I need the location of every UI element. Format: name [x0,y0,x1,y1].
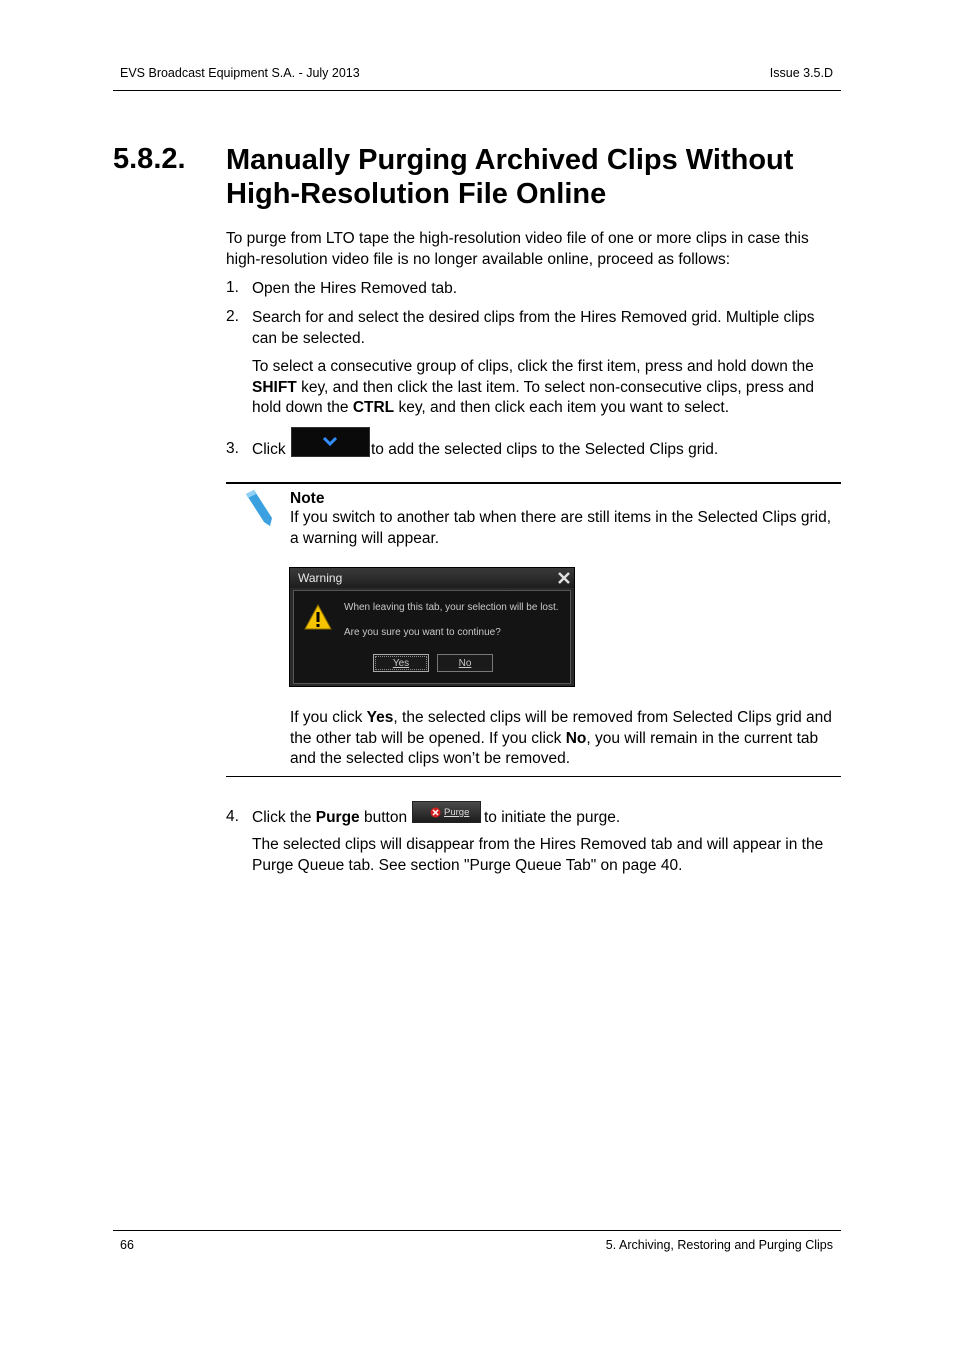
dialog-message: When leaving this tab, your selection will be lost. [344,602,559,613]
step-4-number: 4. [226,808,239,825]
note-heading: Note [290,490,325,507]
section-title: Manually Purging Archived Clips Without High-Resolution File Online [226,144,794,210]
step-3-text: to add the selected clips to the Selected Clips grid. [371,441,719,458]
header-rule [113,90,841,91]
step-1-text: Open the Hires Removed tab. [252,280,458,297]
yes-button[interactable]: Yes [373,654,429,672]
chevron-down-icon [292,428,369,456]
step-4-result: The selected clips will disappear from the Hires Removed tab and will appear in the Purge Queue tab. See section "Purge Queue Tab" on page 40. [252,836,824,874]
step-3-click-label: Click [252,441,286,458]
dialog-body [293,590,571,684]
footer-rule [113,1230,841,1231]
step-2-text: Search for and select the desired clips from the Hires Removed grid. Multiple clips can be selected. [252,309,815,347]
purge-x-icon [430,807,441,818]
dialog-title: Warning [290,568,574,588]
step-2-number: 2. [226,308,239,325]
purge-button[interactable] [412,801,481,823]
warning-dialog [289,567,575,687]
step-2-detail: To select a consecutive group of clips, click the first item, press and hold down the SHIFT key, and then click the last item. To select non-consecutive clips, press and hold down the CTRL key, and then click each item you want to select. [252,358,814,416]
note-bottom-rule [226,776,841,777]
header-right: Issue 3.5.D [769,66,833,80]
warning-icon [303,603,333,631]
intro-paragraph: To purge from LTO tape the high-resolution video file of one or more clips in case this high-resolution video file is no longer available online, proceed as follows: [226,230,809,268]
step-1-number: 1. [226,279,239,296]
ctrl-key: CTRL [352,399,395,416]
note-followup: If you click Yes, the selected clips will be removed from Selected Clips grid and the other tab will be opened. If you click No, you will remain in the current tab and the selected clips won’t be removed. [290,709,832,767]
note-text: If you switch to another tab when there are still items in the Selected Clips grid, a warning will appear. [290,509,832,547]
no-button[interactable]: No [437,654,493,672]
shift-key: SHIFT [252,378,297,396]
section-number: 5.8.2. [113,143,186,175]
pencil-icon [242,488,276,528]
page-number: 66 [120,1238,134,1252]
close-icon[interactable] [557,571,571,585]
add-to-selected-button[interactable] [291,427,370,457]
note-top-rule [226,482,841,484]
footer-chapter: 5. Archiving, Restoring and Purging Clips [605,1238,833,1252]
step-4-lead: Click the Purge button [252,809,408,826]
header-left: EVS Broadcast Equipment S.A. - July 2013 [120,66,360,80]
step-3-number: 3. [226,440,239,457]
step-4-text: to initiate the purge. [484,809,621,826]
dialog-question: Are you sure you want to continue? [344,627,501,638]
purge-button-label: Purge [444,807,470,818]
